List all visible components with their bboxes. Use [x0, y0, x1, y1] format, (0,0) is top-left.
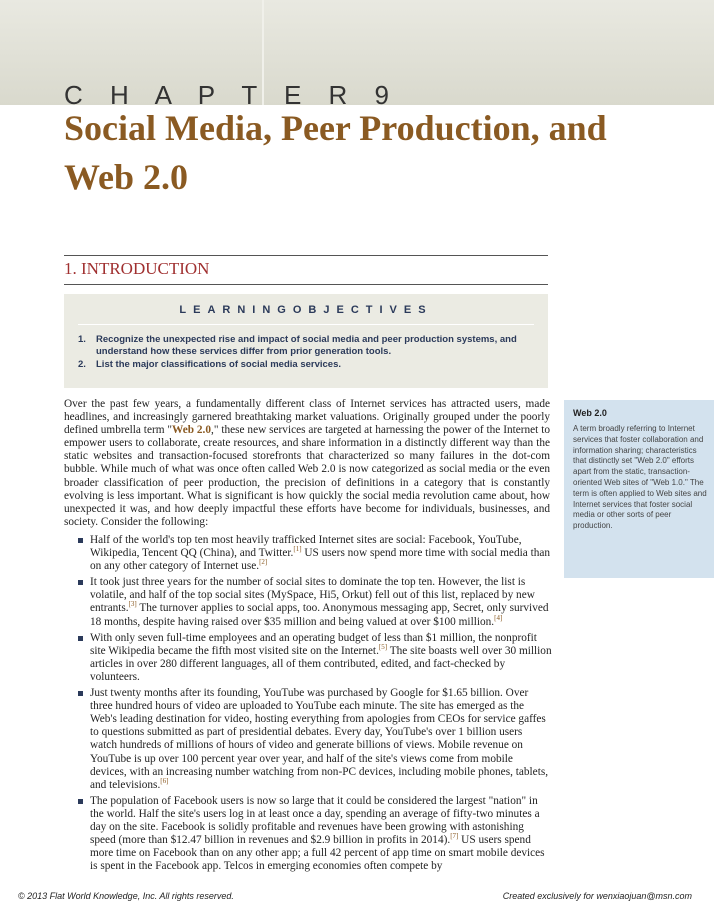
glossary-term: Web 2.0 — [573, 408, 607, 418]
bullet-text: Half of the world's top ten most heavily trafficked Internet sites are social: Facebook, YouTube, Wikipedia, Tencent QQ (China), and Twitter. — [90, 534, 522, 560]
learning-objective-number: 2. — [78, 359, 86, 370]
fact-bullet-item — [76, 576, 552, 628]
bullet-square-icon — [78, 799, 83, 804]
glossary-sidebar — [564, 400, 714, 578]
learning-objective-item — [78, 359, 528, 371]
footnote-link[interactable]: [4] — [494, 613, 503, 622]
glossary-term-link[interactable]: Web 2.0 — [172, 424, 211, 437]
facts-bullet-list — [76, 534, 552, 876]
section-heading: 1. INTRODUCTION — [64, 259, 210, 278]
footnote-link[interactable]: [2] — [259, 558, 268, 567]
learning-objectives-divider — [78, 324, 534, 325]
bullet-text: The site boasts well over 30 million articles in over 280 different languages, all of them contributed, edited, and fact-checked by volunteers. — [90, 644, 552, 683]
bullet-text: The turnover applies to social apps, too. Anonymous messaging app, Secret, only survived 18 months, despite having raised over $35 million and being valued at over $100 million. — [90, 602, 549, 628]
license-footer: Created exclusively for wenxiaojuan@msn.com — [502, 891, 692, 901]
footnote-link[interactable]: [5] — [378, 642, 388, 651]
bullet-text: Just twenty months after its founding, YouTube was purchased by Google for $1.65 billion. Over three hundred hours of video are uploaded to YouTube each minute. The site has emerged as the Web's leading destination for video, hosting everything from apologies from CEOs for service gaffes to questions submitted as part of presidential debates. Every day, YouTube's over 1 billion users watch hundreds of millions of hours of video and generate billions of views. Mobile revenue on YouTube is up over 100 percent year over year, and half of the site's views come from mobile devices, with an increasing number watching from non-PC devices, including mobile phones, tablets, and televisions. — [90, 687, 549, 791]
section-top-rule — [64, 255, 548, 256]
bullet-text: US users spend more time on Facebook than on any other app; a full 42 percent of app time on smart mobile devices is spent in the Facebook app. Telcos in emerging economies often compete by — [90, 834, 545, 873]
bullet-square-icon — [78, 538, 83, 543]
intro-text-after: ," these new services are targeted at harnessing the power of the Internet to empower users to collaborate, create resources, and share information in a distinctly different way than the static websites and transaction-focused storefronts that characterized so many failures in the dot-com bubble. While much of what was once often called Web 2.0 is now categorized as social media or the even broader classification of peer production, the precision of definitions in a category that is constantly evolving is less important. What is significant is how quickly the social media revolution came about, how unexpected it was, and how deeply impactful these efforts have become for individuals, businesses, and society. Consider the following: — [64, 424, 550, 528]
bullet-text: It took just three years for the number of social sites to dominate the top ten. However, the list is volatile, and half of the top social sites (MySpace, Hi5, Orkut) fell out of this list, replaced by new entrants. — [90, 576, 535, 615]
learning-objectives-heading: LEARNINGOBJECTIVES — [179, 304, 433, 316]
fact-bullet-item — [76, 795, 552, 874]
bullet-text: The population of Facebook users is now so large that it could be considered the largest "nation" in the world. Half the site's users log in at least once a day, spending an average of fifty-two minutes a day on the site. Facebook is solidly profitable and revenues have been growing with astonishing speed (more than $12.47 billion in revenues and $2.9 billion in profits in 2014). — [90, 794, 540, 847]
bullet-square-icon — [78, 691, 83, 696]
learning-objective-item — [78, 334, 528, 358]
fact-bullet-item — [76, 687, 552, 792]
footnote-link[interactable]: [3] — [128, 600, 137, 609]
footnote-link[interactable]: [7] — [450, 832, 459, 841]
bullet-text: US users now spend more time with social media than on any other category of Internet use. — [90, 547, 551, 573]
learning-objective-number: 1. — [78, 334, 86, 345]
fact-bullet-item — [76, 534, 552, 573]
footnote-link[interactable]: [1] — [293, 545, 302, 554]
copyright-footer: © 2013 Flat World Knowledge, Inc. All rights reserved. — [18, 891, 234, 901]
footnote-link[interactable]: [6] — [160, 776, 169, 785]
intro-paragraph — [64, 398, 550, 529]
intro-text-before: Over the past few years, a fundamentally different class of Internet services has attracted users, made headlines, and increasingly garnered breathtaking market valuations. Originally grouped under the poorly defined umbrella term " — [64, 398, 550, 437]
fact-bullet-item — [76, 632, 552, 684]
glossary-definition: A term broadly referring to Internet services that foster collaboration and information sharing; characteristics that distinctly set "Web 2.0" efforts apart from the static, transaction-oriented Web sites of "Web 1.0." The term is often applied to Web sites and Internet services that foster social media or other sorts of peer production. — [573, 424, 707, 531]
learning-objective-text: List the major classifications of social media services. — [96, 359, 341, 370]
bullet-text: With only seven full-time employees and an operating budget of less than $1 million, the nonprofit site Wikipedia became the fifth most visited site on the Internet. — [90, 631, 537, 657]
section-bottom-rule — [64, 284, 548, 285]
bullet-square-icon — [78, 636, 83, 641]
learning-objectives-box — [64, 294, 548, 388]
chapter-title: Social Media, Peer Production, and Web 2.0 — [64, 108, 607, 197]
learning-objectives-list — [78, 334, 528, 372]
chapter-label: C H A P T E R 9 — [64, 80, 399, 110]
learning-objective-text: Recognize the unexpected rise and impact of social media and peer production systems, and understand how these services differ from prior generation tools. — [96, 334, 517, 357]
bullet-square-icon — [78, 580, 83, 585]
